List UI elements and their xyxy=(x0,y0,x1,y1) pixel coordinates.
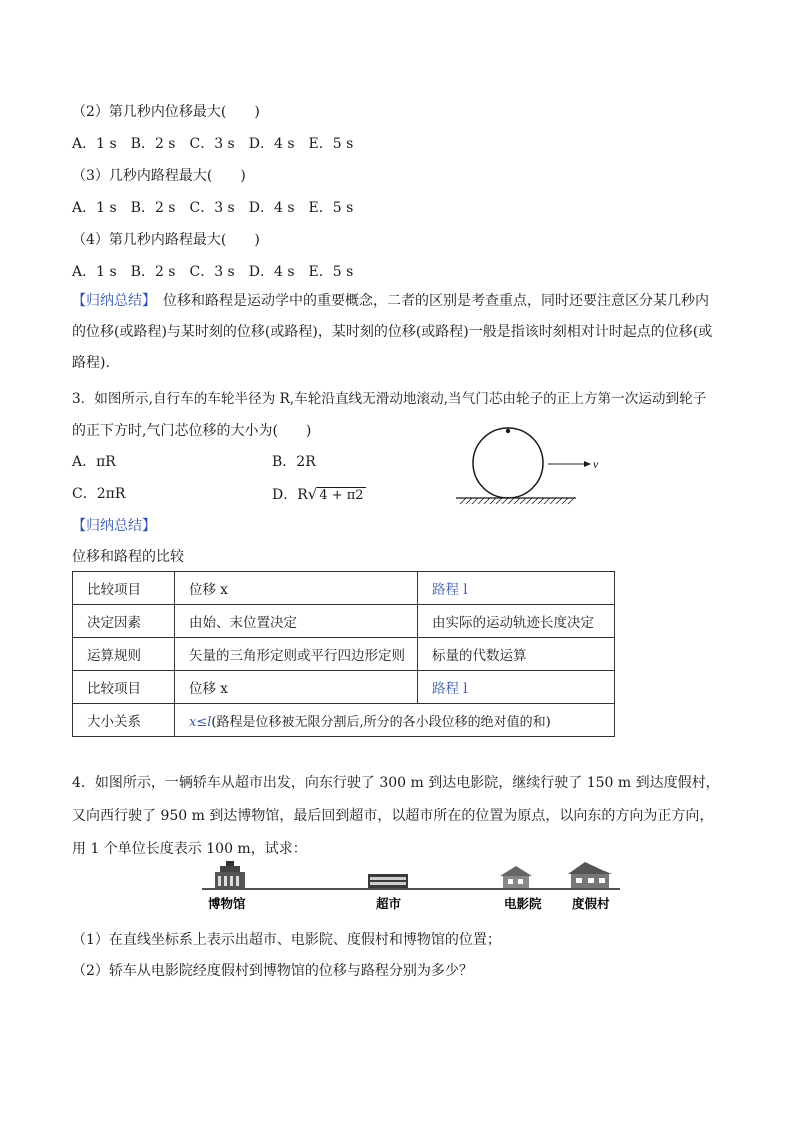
problem4-sub1: （1）在直线坐标系上表示出超市、电影院、度假村和博物馆的位置； xyxy=(72,932,501,948)
option-d-prefix: D．R xyxy=(272,487,308,503)
table-cell-merged xyxy=(175,704,615,737)
table-cell: 位移 x xyxy=(175,671,418,704)
supermarket-label: 超市 xyxy=(376,896,402,911)
table-cell: 由实际的运动轨迹长度决定 xyxy=(418,605,615,638)
table-cell: 比较项目 xyxy=(73,572,175,605)
q4-stem: （4）第几秒内路程最大( ) xyxy=(72,232,260,248)
table-row xyxy=(73,671,615,704)
inequality-symbol: x≤l xyxy=(189,714,212,730)
table-cell: 标量的代数运算 xyxy=(418,638,615,671)
museum-icon xyxy=(215,861,245,888)
inequality-note: (路程是位移被无限分割后,所分的各小段位移的绝对值的和) xyxy=(211,714,551,730)
problem3-line2: 的正下方时,气门芯位移的大小为( ) xyxy=(72,423,312,439)
resort-label: 度假村 xyxy=(572,896,610,911)
comparison-table xyxy=(72,571,615,737)
table-cell: 路程 l xyxy=(418,671,615,704)
table-cell: 运算规则 xyxy=(73,638,175,671)
table-cell: 位移 x xyxy=(175,572,418,605)
q2-options: A．1 s B．2 s C．3 s D．4 s E．5 s xyxy=(72,136,354,152)
table-cell: 决定因素 xyxy=(73,605,175,638)
problem3-option-a: A．πR xyxy=(72,454,116,470)
velocity-label: v xyxy=(593,457,599,471)
option-d-radicand: 4 + π2 xyxy=(319,488,364,503)
valve-core-dot xyxy=(506,429,510,433)
table-cell: 大小关系 xyxy=(73,704,175,737)
resort-icon xyxy=(568,862,612,888)
table-cell: 比较项目 xyxy=(73,671,175,704)
table-cell: 由始、末位置决定 xyxy=(175,605,418,638)
sqrt-icon: √ xyxy=(307,485,318,503)
q3-stem: （3）几秒内路程最大( ) xyxy=(72,168,246,184)
summary-paragraph xyxy=(72,286,722,379)
cinema-icon xyxy=(500,866,532,888)
wheel-figure xyxy=(452,420,612,510)
q3-options: A．1 s B．2 s C．3 s D．4 s E．5 s xyxy=(72,200,354,216)
summary-tag: 【归纳总结】 xyxy=(72,293,149,309)
table-cell: 矢量的三角形定则或平行四边形定则 xyxy=(175,638,418,671)
q2-stem: （2）第几秒内位移最大( ) xyxy=(72,104,260,120)
summary2-tag: 【归纳总结】 xyxy=(72,518,156,534)
wheel-circle xyxy=(473,428,543,498)
table-row xyxy=(73,605,615,638)
problem4-sub2: （2）轿车从电影院经度假村到博物馆的位移与路程分别为多少？ xyxy=(72,963,473,979)
location-line-figure xyxy=(200,858,630,920)
problem4-text: 4．如图所示，一辆轿车从超市出发，向东行驶了 300 m 到达电影院，继续行驶了 150 m 到达度假村，又向西行驶了 950 m 到达博物馆，最后回到超市，以超市所在的位置为原点，以向东的方向为正方向，用 1 个单位长度表示 100 m，试求： xyxy=(72,775,720,857)
ground-hatch xyxy=(460,498,574,504)
table-row xyxy=(73,638,615,671)
problem3-option-c: C．2πR xyxy=(72,486,126,502)
q4-options: A．1 s B．2 s C．3 s D．4 s E．5 s xyxy=(72,264,354,280)
problem3-option-b: B．2R xyxy=(272,454,316,470)
cinema-label: 电影院 xyxy=(504,896,542,911)
table-row xyxy=(73,704,615,737)
problem3-line1: 3．如图所示,自行车的车轮半径为 R,车轮沿直线无滑动地滚动,当气门芯由轮子的正上方第一次运动到轮子 xyxy=(72,391,707,407)
summary-text: 位移和路程是运动学中的重要概念，二者的区别是考查重点，同时还要注意区分某几秒内的位移(或路程)与某时刻的位移(或路程)，某时刻的位移(或路程)一般是指该时刻相对计时起点的位移(或路程). xyxy=(72,293,713,371)
comparison-title: 位移和路程的比较 xyxy=(72,549,184,565)
museum-label: 博物馆 xyxy=(208,896,246,911)
supermarket-icon xyxy=(368,874,408,888)
table-row xyxy=(73,572,615,605)
table-cell: 路程 l xyxy=(418,572,615,605)
arrow-head-icon xyxy=(584,461,591,467)
problem3-option-d xyxy=(272,484,366,506)
